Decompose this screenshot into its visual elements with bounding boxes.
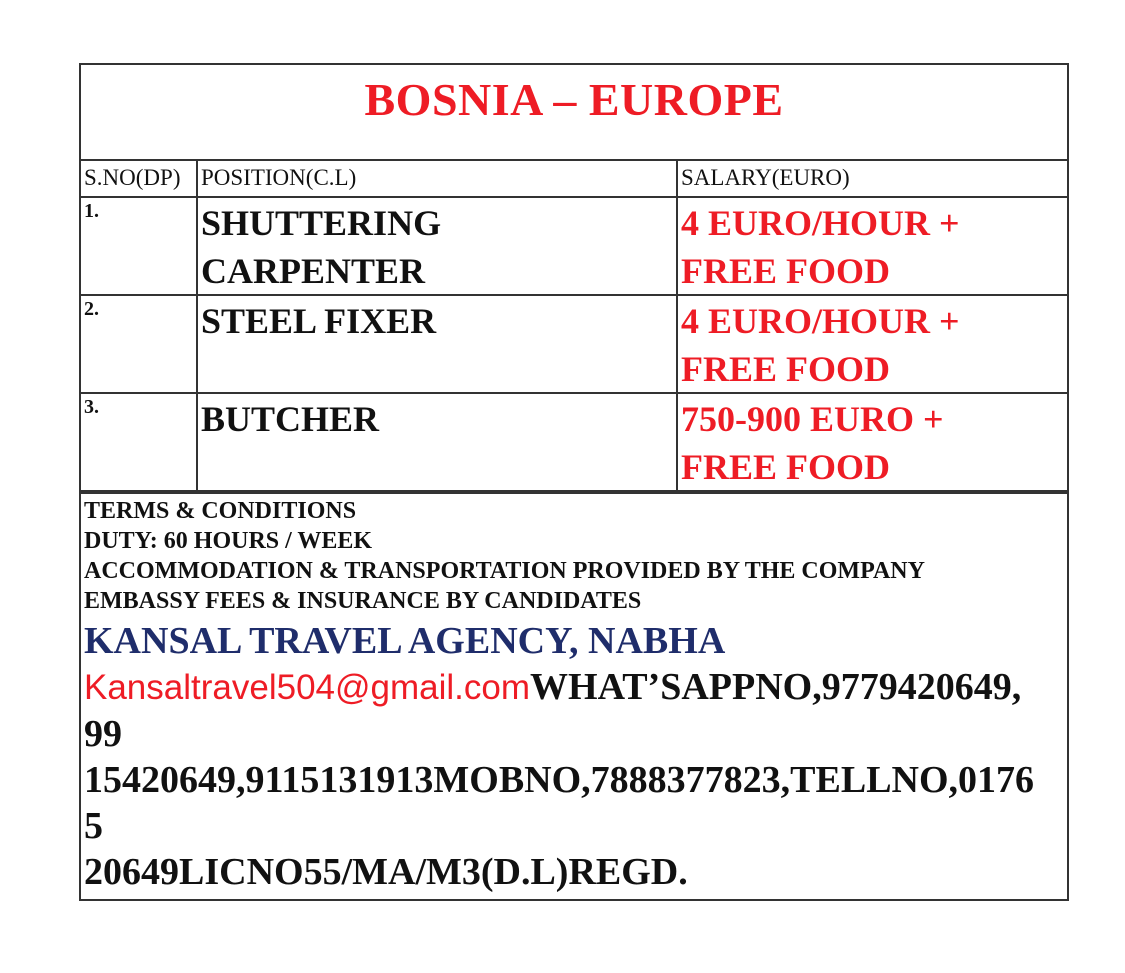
header-sno: S.NO(DP) <box>81 161 197 197</box>
table-row <box>81 393 1067 491</box>
table-row <box>81 295 1067 393</box>
cell-salary <box>677 295 1067 393</box>
cell-position <box>197 197 677 295</box>
cell-position <box>197 393 677 491</box>
salary-benefit: FREE FOOD <box>681 447 891 487</box>
cell-sno <box>81 295 197 393</box>
cell-salary <box>677 393 1067 491</box>
page-title: BOSNIA – EUROPE <box>364 74 784 125</box>
position-name: SHUTTERING <box>201 203 442 243</box>
header-salary: SALARY(EURO) <box>677 161 1067 197</box>
contact-line-1 <box>84 664 1063 711</box>
contact-block <box>84 664 1063 895</box>
contact-line-2: 99 <box>84 713 122 755</box>
title-row <box>81 65 1067 161</box>
job-notice-sheet <box>79 63 1069 901</box>
header-position: POSITION(C.L) <box>197 161 677 197</box>
terms-fees: EMBASSY FEES & INSURANCE BY CANDIDATES <box>84 588 642 614</box>
salary-value: 4 EURO/HOUR + <box>681 301 960 341</box>
email-link[interactable]: Kansaltravel504@gmail.com <box>84 668 531 707</box>
jobs-table <box>81 161 1067 492</box>
row-number: 3. <box>84 396 99 418</box>
cell-sno <box>81 197 197 295</box>
cell-position <box>197 295 677 393</box>
salary-value: 4 EURO/HOUR + <box>681 203 960 243</box>
salary-benefit: FREE FOOD <box>681 349 891 389</box>
terms-section <box>81 492 1067 899</box>
cell-salary <box>677 197 1067 295</box>
whatsapp-numbers: WHAT’SAPPNO,9779420649, <box>530 666 1022 708</box>
position-name: BUTCHER <box>201 399 380 439</box>
salary-benefit: FREE FOOD <box>681 251 891 291</box>
row-number: 1. <box>84 200 99 222</box>
contact-line-4: 5 <box>84 805 103 847</box>
table-row <box>81 197 1067 295</box>
salary-value: 750-900 EURO + <box>681 399 944 439</box>
terms-heading: TERMS & CONDITIONS <box>84 498 357 524</box>
contact-line-3: 15420649,9115131913MOBNO,7888377823,TELLNO,0176 <box>84 759 1035 801</box>
position-name-line2: CARPENTER <box>201 251 426 291</box>
terms-duty: DUTY: 60 HOURS / WEEK <box>84 528 373 554</box>
cell-sno <box>81 393 197 491</box>
position-name: STEEL FIXER <box>201 301 437 341</box>
table-header-row <box>81 161 1067 197</box>
row-number: 2. <box>84 298 99 320</box>
license-line: 20649LICNO55/MA/M3(D.L)REGD. <box>84 851 688 893</box>
agency-name: KANSAL TRAVEL AGENCY, NABHA <box>84 620 726 662</box>
terms-accommodation: ACCOMMODATION & TRANSPORTATION PROVIDED BY THE COMPANY <box>84 558 925 584</box>
